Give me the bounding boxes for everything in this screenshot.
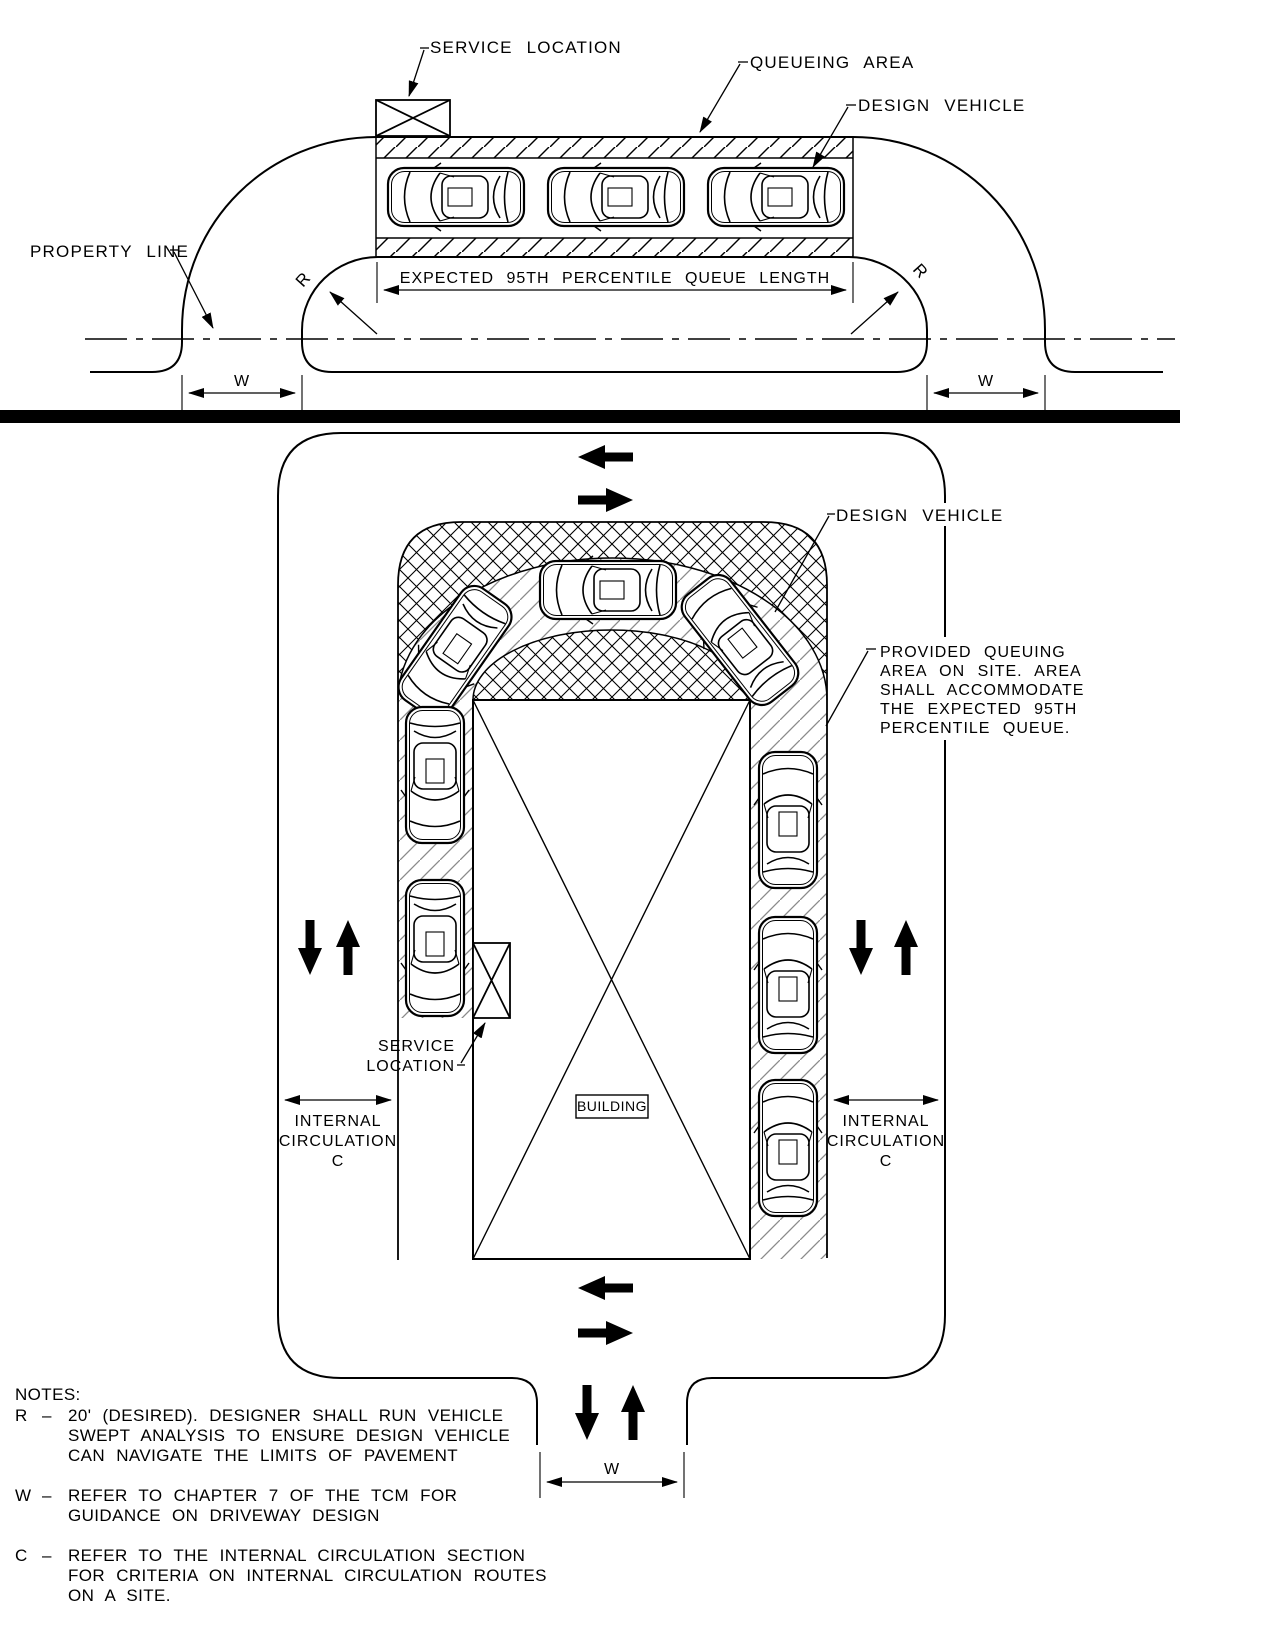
service-location-box-bottom	[473, 943, 510, 1018]
section-divider-bar	[0, 410, 1180, 423]
svg-text:SWEPT ANALYSIS TO ENSURE DESIG: SWEPT ANALYSIS TO ENSURE DESIGN VEHICLE	[68, 1426, 511, 1445]
svg-text:DESIGN VEHICLE: DESIGN VEHICLE	[836, 506, 1004, 525]
internal-circulation-left	[279, 1100, 397, 1170]
design-vehicle-car	[401, 707, 469, 843]
note-key-w: W	[15, 1486, 32, 1505]
svg-text:C: C	[879, 1153, 893, 1170]
design-vehicle-car	[754, 917, 822, 1053]
arrow-up-icon	[336, 920, 360, 975]
design-vehicle-car	[754, 1080, 822, 1216]
driveway-width-dimension-bottom	[540, 1452, 684, 1498]
building-footprint	[473, 700, 750, 1259]
queueing-area-hatch-top	[376, 137, 853, 158]
svg-text:THE EXPECTED 95TH: THE EXPECTED 95TH	[880, 701, 1078, 718]
note-key-r: R	[15, 1406, 28, 1425]
svg-text:AREA ON SITE. AREA: AREA ON SITE. AREA	[880, 663, 1082, 680]
queue-length-dimension	[377, 262, 853, 303]
design-vehicle-car	[540, 556, 676, 624]
radius-right-label: R	[909, 259, 933, 283]
svg-text:SERVICE: SERVICE	[378, 1038, 455, 1055]
arrow-right-icon	[578, 488, 633, 512]
svg-text:REFER TO THE INTERNAL CIRCULAT: REFER TO THE INTERNAL CIRCULATION SECTION	[68, 1546, 526, 1565]
svg-text:PROVIDED QUEUING: PROVIDED QUEUING	[880, 644, 1066, 661]
svg-text:C: C	[331, 1153, 345, 1170]
svg-text:SHALL ACCOMMODATE: SHALL ACCOMMODATE	[880, 682, 1085, 699]
design-vehicle-car	[754, 752, 822, 888]
label-property-line	[30, 242, 213, 328]
svg-text:QUEUEING AREA: QUEUEING AREA	[750, 53, 915, 72]
svg-text:–: –	[42, 1406, 52, 1425]
arrow-right-icon	[578, 1321, 633, 1345]
arrow-up-icon	[894, 920, 918, 975]
svg-text:INTERNAL: INTERNAL	[294, 1113, 382, 1130]
design-vehicle-car	[401, 880, 469, 1016]
svg-text:REFER TO CHAPTER 7 OF THE TCM: REFER TO CHAPTER 7 OF THE TCM FOR	[68, 1486, 458, 1505]
svg-text:GUIDANCE ON DRIVEWAY DESIGN: GUIDANCE ON DRIVEWAY DESIGN	[68, 1506, 380, 1525]
internal-circulation-right	[827, 1100, 945, 1170]
label-service-location	[409, 38, 622, 96]
svg-text:ON A SITE.: ON A SITE.	[68, 1586, 171, 1605]
top-diagram-street-queueing	[30, 38, 1175, 410]
width-right-label: W	[977, 373, 995, 390]
svg-text:CIRCULATION: CIRCULATION	[826, 1133, 946, 1150]
svg-text:PERCENTILE QUEUE.: PERCENTILE QUEUE.	[880, 720, 1071, 737]
svg-text:CIRCULATION: CIRCULATION	[278, 1133, 398, 1150]
width-left-label: W	[233, 373, 251, 390]
label-service-location-bottom	[366, 1023, 485, 1075]
driveway-width-dimension-left	[182, 373, 302, 410]
svg-text:CAN NAVIGATE THE LIMITS OF PAV: CAN NAVIGATE THE LIMITS OF PAVEMENT	[68, 1446, 459, 1465]
design-vehicle-car	[388, 163, 524, 231]
svg-text:20' (DESIRED). DESIGNER SHALL: 20' (DESIRED). DESIGNER SHALL RUN VEHICLE	[68, 1406, 504, 1425]
arrow-left-icon	[578, 1276, 633, 1300]
notes-title: NOTES:	[15, 1385, 81, 1404]
radius-callout-right	[851, 260, 932, 334]
svg-text:DESIGN VEHICLE: DESIGN VEHICLE	[858, 96, 1026, 115]
width-bottom-label: W	[603, 1461, 621, 1478]
arrow-down-icon	[575, 1385, 599, 1440]
svg-text:SERVICE LOCATION: SERVICE LOCATION	[430, 38, 622, 57]
arrow-up-icon	[621, 1385, 645, 1440]
svg-text:INTERNAL: INTERNAL	[842, 1113, 930, 1130]
queueing-area-hatch-bottom	[376, 238, 853, 257]
radius-left-label: R	[291, 267, 315, 291]
label-provided-queuing	[826, 637, 1087, 740]
svg-text:FOR CRITERIA ON INTERNAL CIRCU: FOR CRITERIA ON INTERNAL CIRCULATION ROUTES	[68, 1566, 547, 1585]
building-label	[576, 1095, 648, 1118]
radius-callout-left	[292, 268, 377, 334]
arrow-left-icon	[578, 445, 633, 469]
svg-text:PROPERTY LINE: PROPERTY LINE	[30, 242, 190, 261]
svg-text:–: –	[42, 1486, 52, 1505]
bottom-diagram-onsite-queueing	[278, 433, 1087, 1498]
driveway-width-dimension-right	[927, 373, 1045, 410]
note-key-c: C	[15, 1546, 28, 1565]
design-vehicle-car	[548, 163, 684, 231]
svg-text:BUILDING: BUILDING	[576, 1098, 648, 1114]
svg-text:–: –	[42, 1546, 52, 1565]
service-location-box	[376, 100, 450, 136]
design-vehicle-car	[708, 163, 844, 231]
queue-length-dimension-label: EXPECTED 95TH PERCENTILE QUEUE LENGTH	[399, 270, 831, 287]
label-queueing-area	[700, 53, 914, 132]
svg-text:LOCATION: LOCATION	[366, 1058, 455, 1075]
notes-block	[15, 1385, 547, 1605]
arrow-down-icon	[849, 920, 873, 975]
arrow-down-icon	[298, 920, 322, 975]
